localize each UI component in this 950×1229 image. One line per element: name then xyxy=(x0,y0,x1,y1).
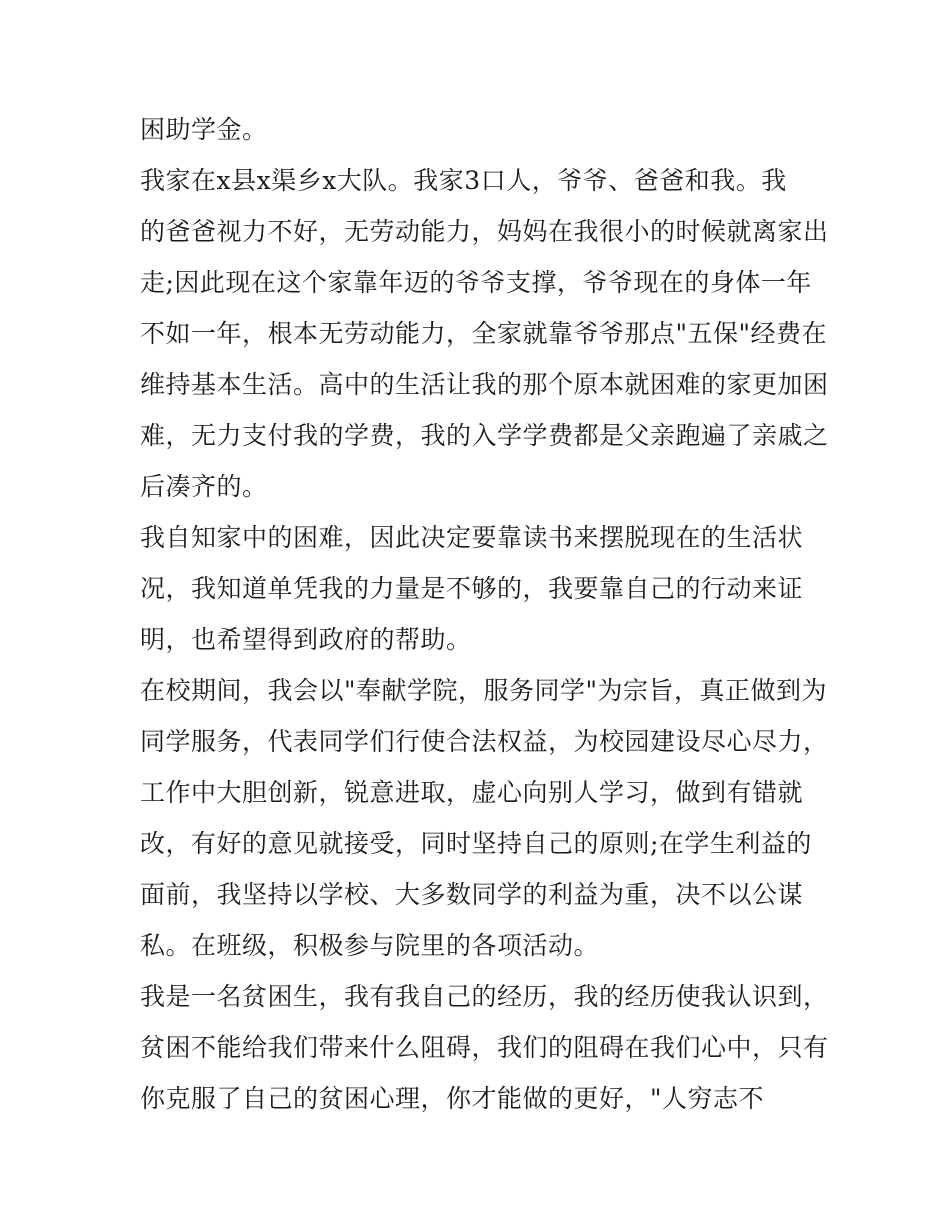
text-line: 明，也希望得到政府的帮助。 xyxy=(140,625,472,654)
text-line: 我自知家中的困难，因此决定要靠读书来摆脱现在的生活状 xyxy=(140,523,804,552)
text-line: 改，有好的意见就接受，同时坚持自己的原则;在学生利益的 xyxy=(140,829,812,858)
text-line: 私。在班级，积极参与院里的各项活动。 xyxy=(140,931,600,960)
text-line: 的爸爸视力不好，无劳动能力，妈妈在我很小的时候就离家出 xyxy=(140,217,829,246)
text-line: 你克服了自己的贫困心理，你才能做的更好，"人穷志不 xyxy=(140,1084,765,1113)
text-line: 面前，我坚持以学校、大多数同学的利益为重，决不以公谋 xyxy=(140,880,804,909)
text-line: 在校期间，我会以"奉献学院，服务同学"为宗旨，真正做到为 xyxy=(140,676,828,705)
text-line: 同学服务，代表同学们行使合法权益，为校园建设尽心尽力， xyxy=(140,727,829,756)
text-line: 贫困不能给我们带来什么阻碍，我们的阻碍在我们心中，只有 xyxy=(140,1033,829,1062)
document-body xyxy=(140,104,830,1124)
text-line: 后凑齐的。 xyxy=(140,472,268,501)
text-line: 我家在x县x渠乡x大队。我家3口人，爷爷、爸爸和我。我 xyxy=(140,166,787,195)
text-line: 况，我知道单凭我的力量是不够的，我要靠自己的行动来证 xyxy=(140,574,804,603)
text-line: 难，无力支付我的学费，我的入学学费都是父亲跑遍了亲戚之 xyxy=(140,421,829,450)
text-line: 不如一年，根本无劳动能力，全家就靠爷爷那点"五保"经费在 xyxy=(140,319,828,348)
text-line: 我是一名贫困生，我有我自己的经历，我的经历使我认识到， xyxy=(140,982,829,1011)
text-line: 工作中大胆创新，锐意进取，虚心向别人学习，做到有错就 xyxy=(140,778,804,807)
text-line: 走;因此现在这个家靠年迈的爷爷支撑，爷爷现在的身体一年 xyxy=(140,268,812,297)
text-line: 困助学金。 xyxy=(140,115,268,144)
text-line: 维持基本生活。高中的生活让我的那个原本就困难的家更加困 xyxy=(140,370,829,399)
